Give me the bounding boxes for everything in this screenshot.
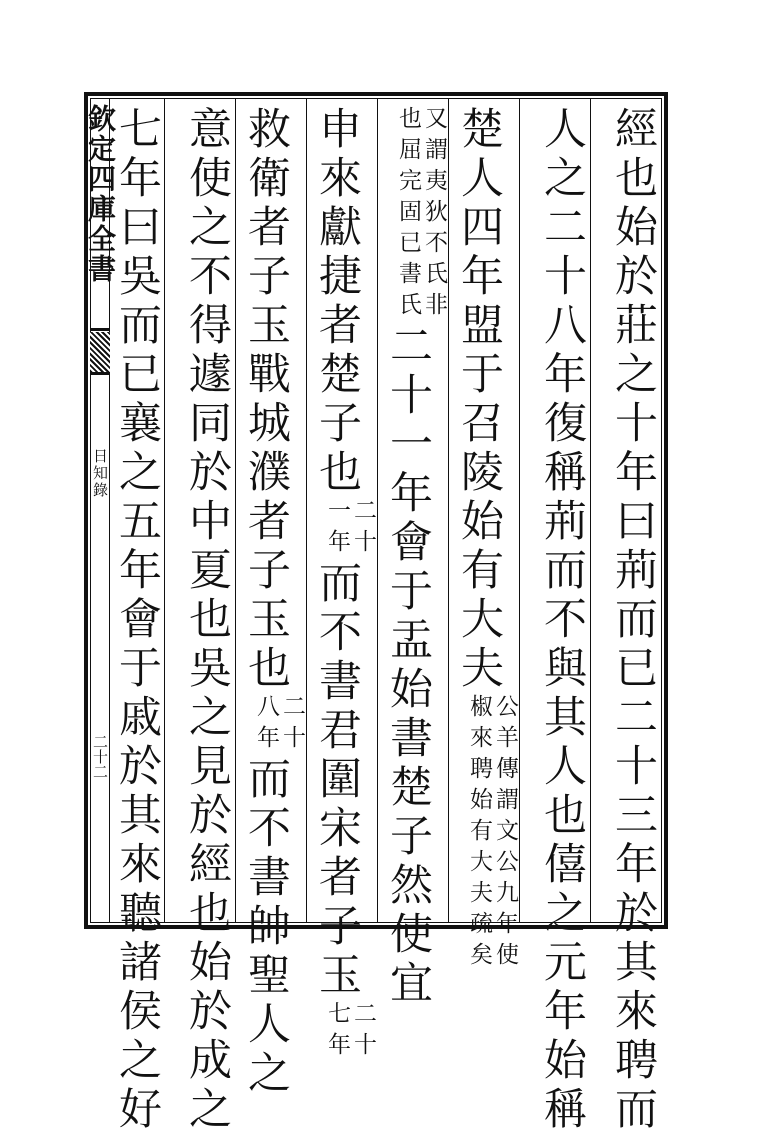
text-column-8: 七年曰吳而已襄之五年會于戚於其來聽諸侯之好 [112, 106, 162, 1135]
main-text: 楚人四年盟于召陵始有大夫 [454, 106, 504, 694]
text-column-5 [310, 106, 376, 1063]
text-column-4 [381, 106, 447, 1009]
text-column-2: 人之二十八年復稱荊而不與其人也僖之元年始稱 [537, 106, 587, 1135]
spine-rule-bottom [90, 372, 110, 375]
collection-title: 欽定四庫全書 [84, 104, 117, 284]
note-line-right: 又謂夷狄不氏非 [421, 106, 447, 323]
column-rule [519, 98, 520, 923]
note-line-left: 椒來聘始有大夫疏矣 [466, 694, 492, 973]
note-line-left: 八年 [253, 694, 279, 756]
text-column-7: 意使之不得遽同於中夏也吳之見於經也始於成之 [182, 106, 232, 1135]
column-rule [306, 98, 307, 923]
folio-number: 二十二 [91, 734, 109, 779]
text-column-3 [452, 106, 518, 973]
note-line-left: 也屈完固已書氏 [395, 106, 421, 323]
column-rule [377, 98, 378, 923]
main-text: 而不書帥聖人之 [241, 756, 291, 1099]
main-text: 而不書君圍宋者子玉 [312, 560, 362, 1001]
interlinear-note [466, 694, 518, 973]
column-rule [448, 98, 449, 923]
interlinear-note [253, 694, 305, 756]
note-line-right: 二十 [350, 1001, 376, 1063]
text-column-1: 經也始於莊之十年曰荊而已二十三年於其來聘而 [608, 106, 658, 1135]
fish-tail-mark [90, 332, 110, 372]
interlinear-note [324, 498, 376, 560]
text-column-6 [239, 106, 305, 1099]
note-line-right: 二十 [279, 694, 305, 756]
column-rule [164, 98, 165, 923]
column-rule [235, 98, 236, 923]
spine-rule-top [90, 328, 110, 331]
column-rule [590, 98, 591, 923]
interlinear-note [324, 1001, 376, 1063]
note-line-right: 公羊傳謂文公九年使 [492, 694, 518, 973]
note-line-left: 七年 [324, 1001, 350, 1063]
main-text: 救衛者子玉戰城濮者子玉也 [241, 106, 291, 694]
interlinear-note [395, 106, 447, 323]
main-text: 二十一年會于盂始書楚子然使宜 [383, 323, 433, 1009]
main-text: 申來獻捷者楚子也 [312, 106, 362, 498]
book-name: 日知錄 [91, 448, 109, 499]
note-line-left: 一年 [324, 498, 350, 560]
note-line-right: 二十 [350, 498, 376, 560]
